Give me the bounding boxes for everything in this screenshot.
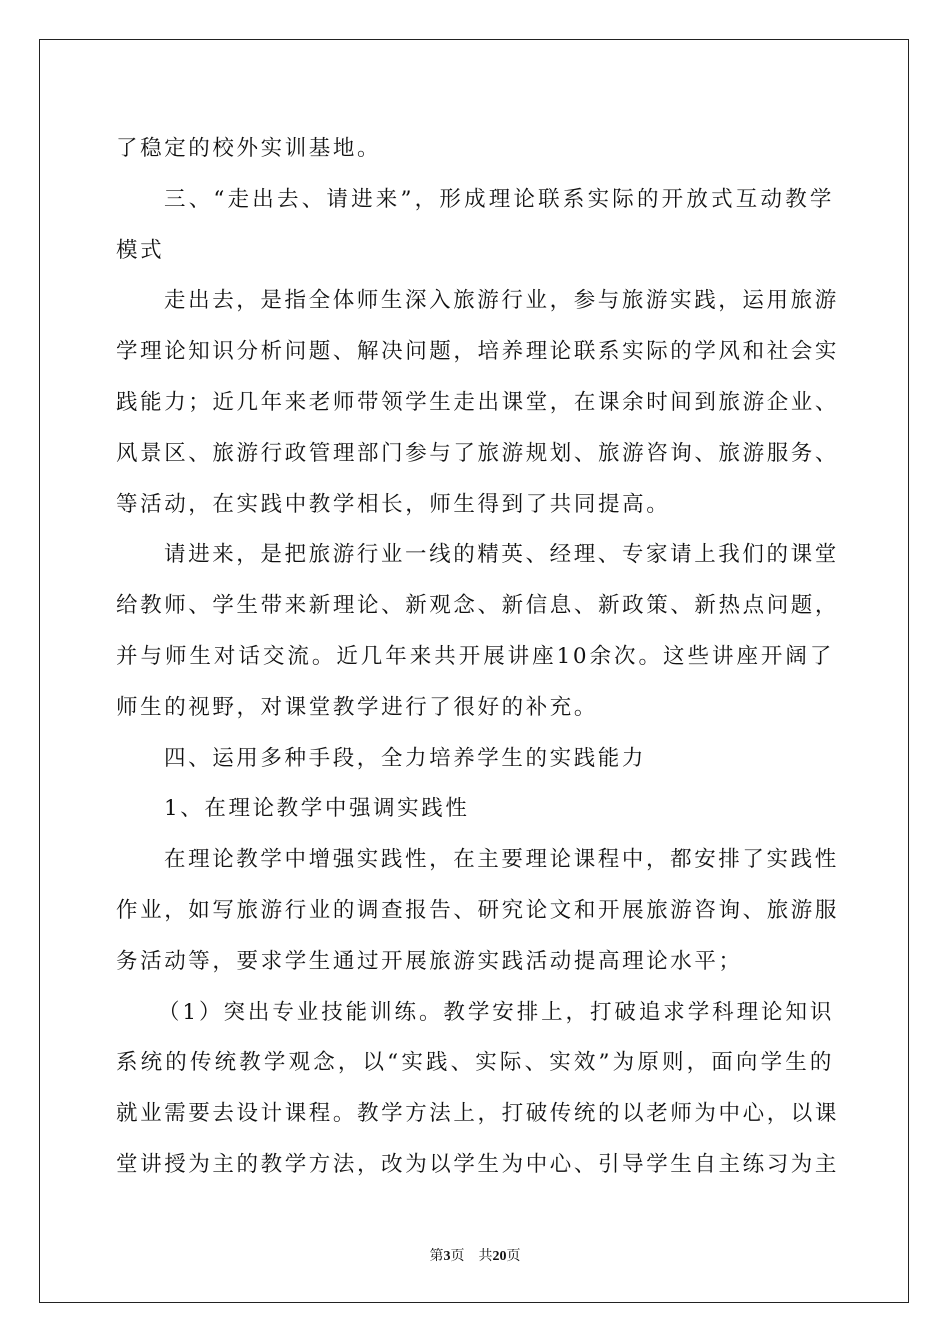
paragraph-line: 请进来，是把旅游行业一线的精英、经理、专家请上我们的课堂 [164, 542, 839, 568]
section-heading: 三、“走出去、请进来”，形成理论联系实际的开放式互动教学 [164, 186, 834, 212]
paragraph-line: 在理论教学中增强实践性，在主要理论课程中，都安排了实践性 [164, 847, 839, 873]
text-line: 了稳定的校外实训基地。 [116, 136, 382, 161]
page-prefix: 第 [429, 1248, 444, 1264]
total-pages: 20 [492, 1249, 507, 1264]
paragraph-line: （1）突出专业技能训练。教学安排上，打破追求学科理论知识 [158, 999, 834, 1025]
paragraph-line: 等活动，在实践中教学相长，师生得到了共同提高。 [116, 491, 671, 517]
paragraph-line: 作业，如写旅游行业的调查报告、研究论文和开展旅游咨询、旅游服 [116, 897, 840, 923]
section-heading-continued: 模式 [116, 237, 165, 263]
total-prefix: 共 [478, 1248, 493, 1264]
paragraph-line: 走出去，是指全体师生深入旅游行业，参与旅游实践，运用旅游 [164, 288, 839, 314]
document-body [116, 124, 840, 1191]
paragraph-line: 系统的传统教学观念，以“实践、实际、实效”为原则，面向学生的 [116, 1050, 834, 1076]
total-suffix: 页 [506, 1248, 521, 1264]
page-footer [0, 1245, 950, 1265]
paragraph-line: 给教师、学生带来新理论、新观念、新信息、新政策、新热点问题， [116, 593, 840, 619]
paragraph-line: 学理论知识分析问题、解决问题，培养理论联系实际的学风和社会实 [116, 339, 840, 365]
page-suffix: 页 [450, 1248, 465, 1264]
paragraph-line: 风景区、旅游行政管理部门参与了旅游规划、旅游咨询、旅游服务、 [116, 440, 840, 466]
paragraph-line: 践能力；近几年来老师带领学生走出课堂，在课余时间到旅游企业、 [116, 389, 840, 415]
paragraph-line: 师生的视野，对课堂教学进行了很好的补充。 [116, 694, 599, 720]
paragraph-line: 就业需要去设计课程。教学方法上，打破传统的以老师为中心，以课 [116, 1101, 840, 1127]
section-heading: 四、运用多种手段，全力培养学生的实践能力 [164, 745, 647, 771]
paragraph-line: 务活动等，要求学生通过开展旅游实践活动提高理论水平； [116, 948, 743, 974]
paragraph-line: 并与师生对话交流。近几年来共开展讲座10余次。这些讲座开阔了 [116, 643, 834, 669]
subsection-heading: 1、在理论教学中强调实践性 [164, 796, 470, 822]
paragraph-line: 堂讲授为主的教学方法，改为以学生为中心、引导学生自主练习为主 [116, 1151, 840, 1177]
page-number: 3 [443, 1249, 451, 1264]
